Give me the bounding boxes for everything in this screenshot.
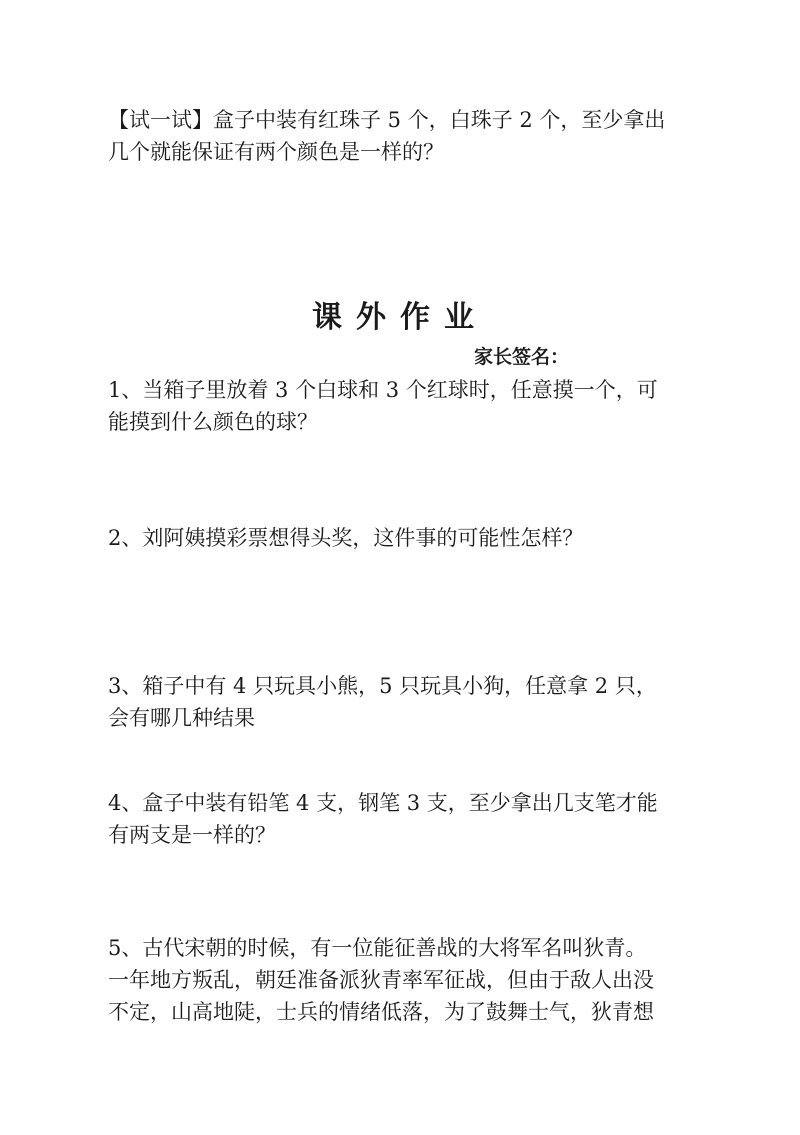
question-3-line-2: 会有哪几种结果 <box>108 706 255 730</box>
homework-question-4 <box>108 787 708 851</box>
homework-question-2 <box>108 522 708 554</box>
question-1-line-2: 能摸到什么颜色的球？ <box>108 410 318 434</box>
homework-title: 课外作业 <box>312 300 488 335</box>
question-5-line-1: 5、古代宋朝的时候，有一位能征善战的大将军名叫狄青。 <box>108 936 647 960</box>
question-3-line-1: 3、箱子中有 4 只玩具小熊，5 只玩具小狗，任意拿 2 只， <box>108 674 657 698</box>
question-4-line-1: 4、盒子中装有铅笔 4 支，钢笔 3 支，至少拿出几支笔才能 <box>108 791 658 815</box>
try-it-line-2: 几个就能保证有两个颜色是一样的？ <box>108 140 444 164</box>
try-it-problem <box>108 104 708 168</box>
homework-question-3 <box>108 670 708 734</box>
question-5-line-3: 不定，山高地陡，士兵的情绪低落，为了鼓舞士气，狄青想 <box>108 1000 654 1024</box>
question-2-line-1: 2、刘阿姨摸彩票想得头奖，这件事的可能性怎样？ <box>108 526 584 550</box>
parent-signature-label: 家长签名： <box>474 346 570 368</box>
homework-question-5 <box>108 932 708 1028</box>
question-5-line-2: 一年地方叛乱，朝廷准备派狄青率军征战，但由于敌人出没 <box>108 968 654 992</box>
homework-question-1 <box>108 374 708 438</box>
try-it-line-1: 【试一试】盒子中装有红珠子 5 个，白珠子 2 个，至少拿出 <box>108 108 666 132</box>
question-1-line-1: 1、当箱子里放着 3 个白球和 3 个红球时，任意摸一个，可 <box>108 378 658 402</box>
question-4-line-2: 有两支是一样的？ <box>108 823 276 847</box>
